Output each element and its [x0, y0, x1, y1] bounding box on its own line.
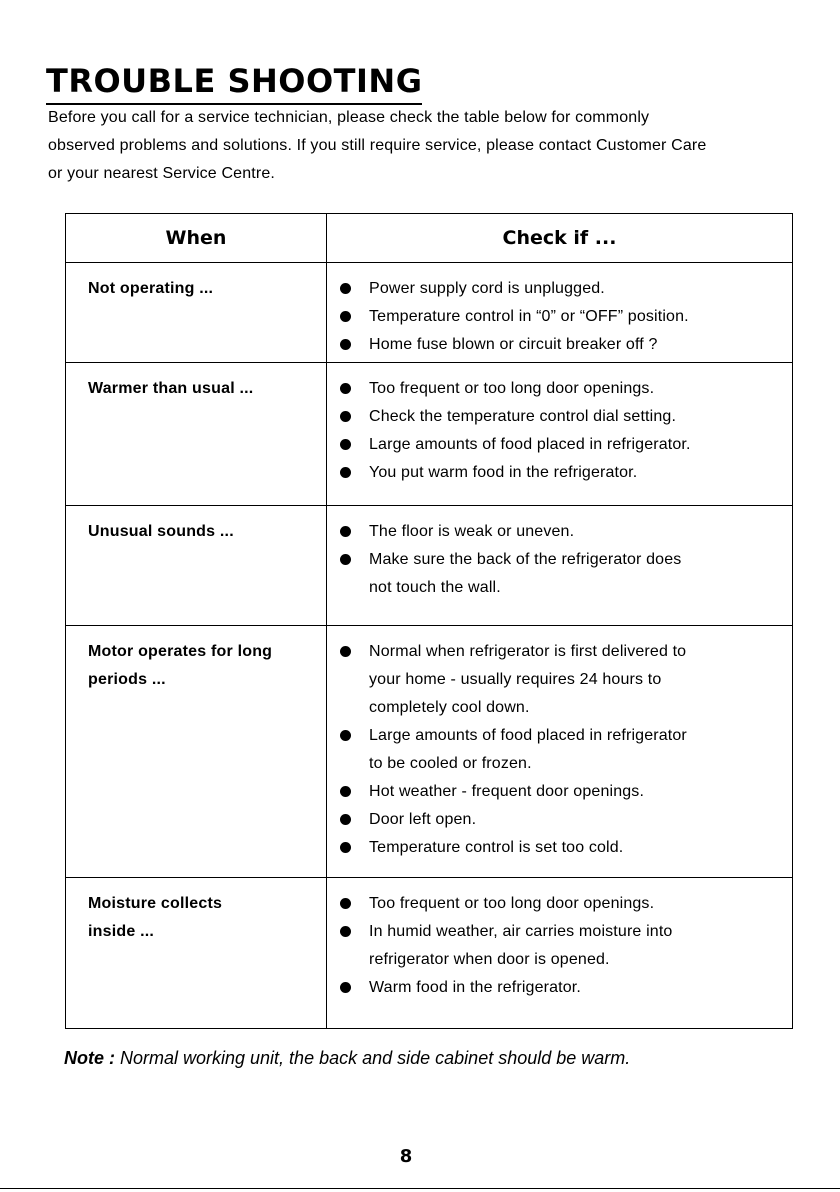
check-item [339, 403, 782, 431]
bullet-icon [340, 467, 351, 478]
bottom-rule [0, 1188, 840, 1189]
problem-cell [66, 363, 327, 506]
check-line: Power supply cord is unplugged. [369, 280, 605, 297]
check-item [339, 890, 782, 918]
bullet-icon [340, 283, 351, 294]
bullet-icon [340, 554, 351, 565]
check-cell [327, 626, 793, 878]
bullet-icon [340, 526, 351, 537]
check-cell [327, 363, 793, 506]
table-row [66, 263, 793, 363]
problem-line: periods ... [88, 671, 166, 688]
check-item [339, 834, 782, 862]
check-cell [327, 878, 793, 1029]
check-line: Large amounts of food placed in refrigerator [369, 727, 687, 744]
check-line: your home - usually requires 24 hours to [369, 671, 662, 688]
check-cell [327, 263, 793, 363]
problem-line: Moisture collects [88, 895, 223, 912]
intro-line: or your nearest Service Centre. [48, 165, 275, 182]
check-line: refrigerator when door is opened. [369, 951, 610, 968]
check-list [339, 518, 782, 602]
check-item [339, 918, 782, 974]
bullet-icon [340, 411, 351, 422]
check-list [339, 275, 782, 359]
table-row [66, 878, 793, 1029]
check-cell [327, 506, 793, 626]
check-list [339, 890, 782, 1002]
check-item [339, 275, 782, 303]
bullet-icon [340, 439, 351, 450]
bullet-icon [340, 982, 351, 993]
problem-line: Motor operates for long [88, 643, 273, 660]
note [64, 1044, 630, 1072]
intro-line: Before you call for a service technician, please check the table below for commonly [48, 109, 650, 126]
check-line: Home fuse blown or circuit breaker off ? [369, 336, 658, 353]
check-item [339, 459, 782, 487]
check-item [339, 806, 782, 834]
check-line: Too frequent or too long door openings. [369, 895, 655, 912]
problem-cell [66, 263, 327, 363]
check-item [339, 518, 782, 546]
check-line: Make sure the back of the refrigerator does [369, 551, 682, 568]
problem-cell [66, 506, 327, 626]
intro-text [48, 104, 818, 188]
check-item [339, 722, 782, 778]
bullet-icon [340, 311, 351, 322]
bullet-icon [340, 730, 351, 741]
header-when: When [66, 214, 327, 263]
check-item [339, 303, 782, 331]
page-number: 8 [399, 1146, 413, 1167]
check-item [339, 431, 782, 459]
table-row [66, 363, 793, 506]
table-row [66, 506, 793, 626]
problem-line: Warmer than usual ... [88, 380, 254, 397]
check-item [339, 331, 782, 359]
check-item [339, 375, 782, 403]
check-item [339, 974, 782, 1002]
check-line: Warm food in the refrigerator. [369, 979, 581, 996]
note-label: Note : [64, 1048, 115, 1068]
check-line: completely cool down. [369, 699, 530, 716]
intro-line: observed problems and solutions. If you still require service, please contact Customer Care [48, 137, 707, 154]
bullet-icon [340, 842, 351, 853]
header-check: Check if ... [327, 214, 793, 263]
check-list [339, 638, 782, 862]
problem-line: inside ... [88, 923, 155, 940]
check-item [339, 546, 782, 602]
check-line: The floor is weak or uneven. [369, 523, 575, 540]
bullet-icon [340, 339, 351, 350]
check-line: Hot weather - frequent door openings. [369, 783, 645, 800]
check-line: Temperature control in “0” or “OFF” position. [369, 308, 689, 325]
problem-line: Unusual sounds ... [88, 523, 234, 540]
bullet-icon [340, 786, 351, 797]
check-line: In humid weather, air carries moisture into [369, 923, 673, 940]
bullet-icon [340, 646, 351, 657]
check-item [339, 778, 782, 806]
check-line: Large amounts of food placed in refrigerator. [369, 436, 691, 453]
check-line: Check the temperature control dial setting. [369, 408, 677, 425]
page-title: TROUBLE SHOOTING [46, 61, 422, 105]
table-header-row [66, 214, 793, 263]
check-line: Normal when refrigerator is first delivered to [369, 643, 687, 660]
table-row [66, 626, 793, 878]
note-text: Normal working unit, the back and side cabinet should be warm. [115, 1048, 631, 1068]
check-line: to be cooled or frozen. [369, 755, 532, 772]
bullet-icon [340, 383, 351, 394]
bullet-icon [340, 898, 351, 909]
bullet-icon [340, 814, 351, 825]
check-line: You put warm food in the refrigerator. [369, 464, 638, 481]
check-line: Temperature control is set too cold. [369, 839, 624, 856]
check-item [339, 638, 782, 722]
problem-line: Not operating ... [88, 280, 214, 297]
troubleshooting-table [65, 213, 793, 1029]
check-line: Too frequent or too long door openings. [369, 380, 655, 397]
problem-cell [66, 626, 327, 878]
bullet-icon [340, 926, 351, 937]
check-line: Door left open. [369, 811, 477, 828]
check-line: not touch the wall. [369, 579, 501, 596]
check-list [339, 375, 782, 487]
problem-cell [66, 878, 327, 1029]
